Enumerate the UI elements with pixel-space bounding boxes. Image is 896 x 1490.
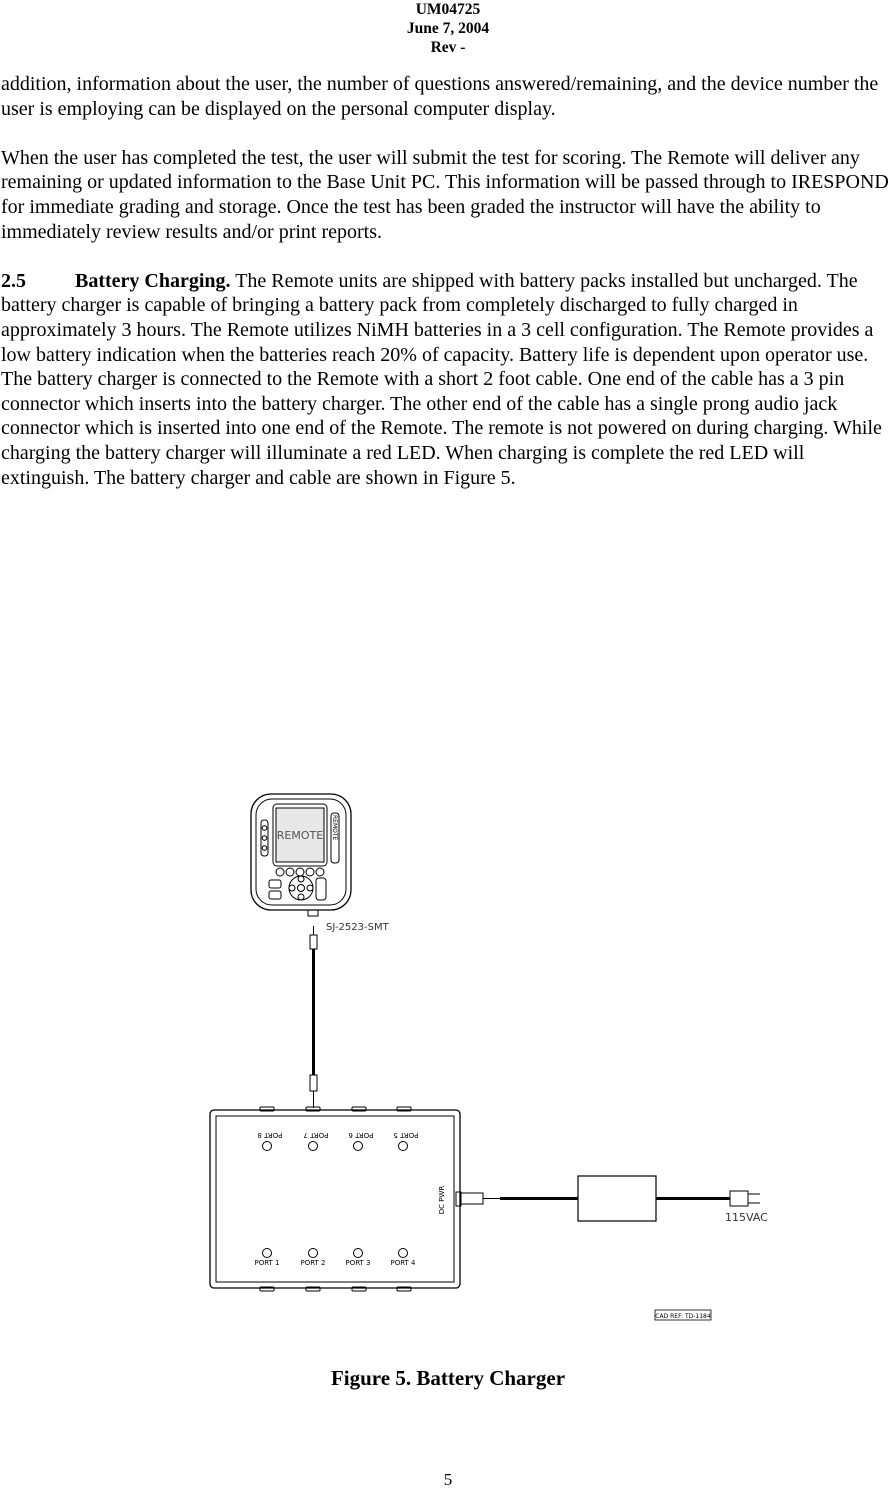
port-4-label: PORT 4 <box>390 1259 416 1267</box>
doc-number: UM04725 <box>415 1 481 18</box>
figure-battery-charger <box>0 780 896 1340</box>
doc-revision: Rev - <box>430 39 466 56</box>
charge-cable <box>310 926 317 1108</box>
port-1-label: PORT 1 <box>254 1259 280 1267</box>
port-3-label: PORT 3 <box>345 1259 371 1267</box>
remote-unit <box>251 794 351 916</box>
power-adapter <box>461 1176 760 1221</box>
charger-base <box>210 1107 461 1291</box>
paragraph-1: addition, information about the user, the number of questions answered/remaining, and the device number the user is employing can be displayed on the personal computer display. <box>1 73 879 120</box>
port-8-label: PORT 8 <box>257 1131 283 1139</box>
section-text: The Remote units are shipped with battery packs installed but uncharged. The battery charger is capable of bringing a battery pack from completely discharged to fully charged in approximately 3 hours. The Remote utilizes NiMH batteries in a 3 cell configuration. The Remote provides a low battery indication when the batteries reach 20% of capacity. Battery life is dependent upon operator use. The battery charger is connected to the Remote with a short 2 foot cable. One end of the cable has a 3 pin connector which inserts into the battery charger. The other end of the cable has a single prong audio jack connector which is inserted into one end of the Remote. The remote is not powered on during charging. While charging the battery charger will illuminate a red LED. When charging is complete the red LED will extinguish. The battery charger and cable are shown in Figure 5. <box>1 269 882 489</box>
port-5-label: PORT 5 <box>393 1131 419 1139</box>
port-2-label: PORT 2 <box>300 1259 326 1267</box>
section-title: Battery Charging. <box>75 269 231 292</box>
drawing-ref-label: CAD REF: TD-1184 <box>655 1313 711 1320</box>
figure-caption: Figure 5. Battery Charger <box>330 1366 566 1390</box>
doc-date: June 7, 2004 <box>406 20 490 37</box>
paragraph-2: When the user has completed the test, the user will submit the test for scoring. The Remote will deliver any remaining or updated information to the Base Unit PC. This information will be passed through to IRESPOND for immediate grading and storage. Once the test has been graded the instructor will have the ability to immediately review results and/or print reports. <box>1 146 889 243</box>
dc-power-label: DC PWR <box>438 1185 446 1215</box>
remote-screen-label: REMOTE <box>276 829 324 842</box>
power-label: 115VAC <box>725 1211 768 1224</box>
section-2-5 <box>1 269 896 490</box>
battery-charger-diagram <box>0 780 896 1340</box>
page-number: 5 <box>443 1470 453 1489</box>
remote-side-label: REMOTE <box>331 815 338 841</box>
section-number: 2.5 <box>1 269 26 292</box>
page-header <box>0 0 896 57</box>
document-body <box>1 72 896 515</box>
port-7-label: PORT 7 <box>303 1131 329 1139</box>
port-6-label: PORT 6 <box>348 1131 374 1139</box>
jack-label: SJ-2523-SMT <box>326 922 389 933</box>
